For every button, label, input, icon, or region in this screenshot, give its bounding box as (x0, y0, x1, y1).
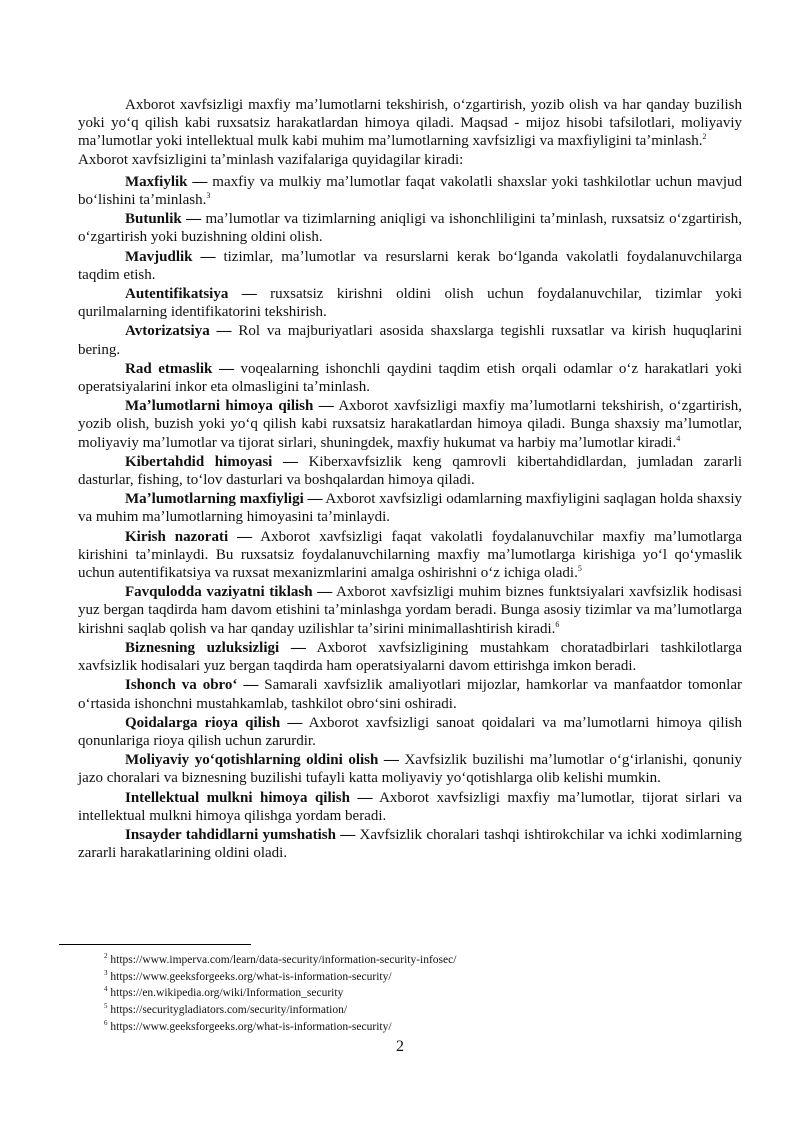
footnote (104, 1019, 724, 1036)
list-item (78, 789, 742, 825)
item-term: Favqulodda vaziyatni tiklash — (125, 584, 333, 601)
item-term: Biznesning uzluksizligi — (125, 639, 306, 656)
item-text: Axborot xavfsizligining mustahkam choratadbirlari tashkilotlarga xavfsizlik hodisalari yuz bergan taqdirda ham operatsiyalarni davom ettirishga imkon beradi. (78, 639, 742, 675)
item-term: Butunlik — (125, 211, 202, 228)
item-text: Axborot xavfsizligi odamlarning maxfiyligini saqlagan holda shaxsiy va muhim maʼlumotlarning himoyasini taʼminlaydi. (78, 491, 743, 526)
item-text: Rol va majburiyatlari asosida shaxslarga tegishli ruxsatlar va kirish huquqlarini bering. (78, 323, 742, 358)
item-text: maxfiy va mulkiy maʼlumotlar faqat vakolatli shaxslar yoki tashkilotlar uchun mavjud boʻlishini taʼminlash. (78, 173, 742, 209)
footnote-number: 2 (104, 952, 108, 961)
item-term: Kirish nazorati — (125, 528, 253, 545)
footnote-link[interactable]: https://en.wikipedia.org/wiki/Information_security (110, 987, 344, 1000)
footnote-link[interactable]: https://securitygladiators.com/security/information/ (110, 1004, 348, 1017)
item-text: Xavfsizlik choralari tashqi ishtirokchilar va ichki xodimlarning zararli harakatlarining oldini oladi. (78, 826, 742, 862)
item-term: Autentifikatsiya — (125, 286, 257, 303)
item-text: ruxsatsiz kirishni oldini olish uchun foydalanuvchilar, tizimlar yoki qurilmalarning identifikatorini tekshirish. (78, 286, 743, 321)
footnote-ref: 6 (555, 619, 560, 629)
footnote-link[interactable]: https://www.geeksforgeeks.org/what-is-information-security/ (110, 1020, 392, 1033)
list-item (78, 285, 742, 321)
list-item (78, 714, 742, 750)
item-text: Xavfsizlik buzilishi maʼlumotlar oʻgʻirlanishi, qonuniy jazo choralari va biznesning buzilishi tufayli katta moliyaviy yoʻqotishlarga olib kelishi mumkin. (78, 752, 742, 787)
item-text: maʼlumotlar va tizimlarning aniqligi va ishonchliligini taʼminlash, ruxsatsiz oʻzgartirish, oʻzgartirish yoki buzishning oldini olish. (78, 211, 742, 246)
list-item (78, 676, 742, 712)
task-list (78, 173, 742, 863)
item-text: Axborot xavfsizligi maxfiy maʼlumotlar, tijorat sirlari va intellektual mulkni himoya qilishga yordam beradi. (78, 789, 742, 824)
item-text: Kiberxavfsizlik keng qamrovli kibertahdidlardan, jumladan zararli dasturlar, fishing, toʻlov dasturlari va boshqalardan himoya qiladi. (78, 453, 742, 489)
document-body (78, 96, 742, 863)
list-item (78, 751, 742, 787)
footnote-ref: 5 (577, 564, 582, 574)
list-item (78, 528, 742, 583)
item-term: Maʼlumotlarning maxfiyligi — (125, 491, 323, 508)
item-term: Moliyaviy yoʻqotishlarning oldini olish — (125, 752, 399, 769)
list-item (78, 360, 742, 396)
item-term: Maʼlumotlarni himoya qilish — (125, 398, 334, 415)
list-item (78, 322, 742, 358)
item-text: tizimlar, maʼlumotlar va resurslarni kerak boʻlganda vakolatli foydalanuvchilarga taqdim etish. (78, 248, 742, 283)
footnote-number: 6 (104, 1018, 108, 1027)
footnotes (104, 952, 724, 1036)
item-term: Intellektual mulkni himoya qilish — (125, 789, 373, 806)
list-item (78, 490, 742, 526)
item-text: Axborot xavfsizligi maxfiy maʼlumotlarni tekshirish, oʻzgartirish, yozib olish, buzish yoki yoʻq qilish kabi ruxsatsiz harakatlardan himoya qiladi. Bunga shaxsiy maʼlumotlar, moliyaviy maʼlumotlar va tijorat sirlari, shuningdek, maxfiy hukumat va harbiy maʼlumotlar kiradi. (78, 398, 742, 451)
list-item (78, 210, 742, 246)
footnote-number: 3 (104, 968, 108, 977)
item-text: Samarali xavfsizlik amaliyotlari mijozlar, hamkorlar va manfaatdor tomonlar oʻrtasida ishonchni mustahkamlab, tashkilot obroʻsini oshiradi. (78, 677, 742, 712)
list-item (78, 583, 742, 638)
list-item (78, 826, 742, 862)
item-text: Axborot xavfsizligi sanoat qoidalari va maʼlumotlarni himoya qilish qonunlariga rioya qilish uchun zarurdir. (78, 714, 742, 749)
list-item (78, 248, 742, 284)
footnote (104, 969, 724, 986)
item-text: voqealarning ishonchli qaydini taqdim etish orqali odamlar oʻz harakatlari yoki operatsiyalarini inkor eta olmasligini taʼminlash. (78, 360, 742, 396)
list-item (78, 453, 742, 489)
item-text: Axborot xavfsizligi muhim biznes funktsiyalari xavfsizlik hodisasi yuz bergan taqdirda ham davom etishini taʼminlashga yordam beradi. Bunga asosiy tizimlar va maʼlumotlarga kirishni saqlab qolish va har qanday uzilishlar taʼsirini minimallashtirish kiradi. (78, 584, 742, 637)
intro-paragraph (78, 96, 742, 151)
item-term: Avtorizatsiya — (125, 323, 232, 340)
item-term: Ishonch va obroʻ — (125, 677, 259, 694)
page-number: 2 (396, 1038, 404, 1055)
lead-sentence: Axborot xavfsizligini taʼminlash vazifalariga quyidagilar kiradi: (78, 151, 464, 168)
intro-text: Axborot xavfsizligi maxfiy maʼlumotlarni tekshirish, oʻzgartirish, yozib olish va har qanday buzilish yoki yoʻq qilish kabi ruxsatsiz harakatlardan himoya qiladi. Maqsad - mijoz hisobi tafsilotlari, moliyaviy maʼlumotlar yoki intellektual mulk kabi muhim maʼlumotlarning xavfsizligi va maxfiyligini taʼminlash. (78, 97, 742, 150)
footnote-number: 4 (104, 985, 108, 994)
list-item (78, 639, 742, 675)
footnote-link[interactable]: https://www.imperva.com/learn/data-security/information-security-infosec/ (110, 954, 457, 966)
footnote (104, 1002, 724, 1019)
item-term: Insayder tahdidlarni yumshatish — (125, 826, 356, 843)
footnote (104, 985, 724, 1002)
item-term: Mavjudlik — (125, 248, 216, 265)
item-term: Rad etmaslik — (125, 360, 234, 377)
item-term: Maxfiylik — (125, 173, 208, 190)
item-term: Kibertahdid himoyasi — (125, 453, 298, 470)
item-text: Axborot xavfsizligi faqat vakolatli foydalanuvchilar maxfiy maʼlumotlarga kirishini taʼminlaydi. Bu ruxsatsiz foydalanuvchilarning maxfiy maʼlumotlarga kirishiga yoʻl qoʻymaslik uchun autentifikatsiya va ruxsat mexanizmlarini amalga oshirishni oʻz ichiga oladi. (78, 528, 742, 582)
footnote-link[interactable]: https://www.geeksforgeeks.org/what-is-information-security/ (110, 970, 392, 983)
list-item (78, 397, 742, 452)
item-term: Qoidalarga rioya qilish — (125, 714, 303, 731)
list-item (78, 173, 742, 209)
footnote-ref: 4 (676, 433, 681, 443)
footnote (104, 952, 724, 969)
footnote-ref: 2 (702, 132, 707, 142)
footnote-ref: 3 (206, 191, 211, 201)
footnote-number: 5 (104, 1002, 108, 1011)
footnote-separator (59, 944, 251, 945)
